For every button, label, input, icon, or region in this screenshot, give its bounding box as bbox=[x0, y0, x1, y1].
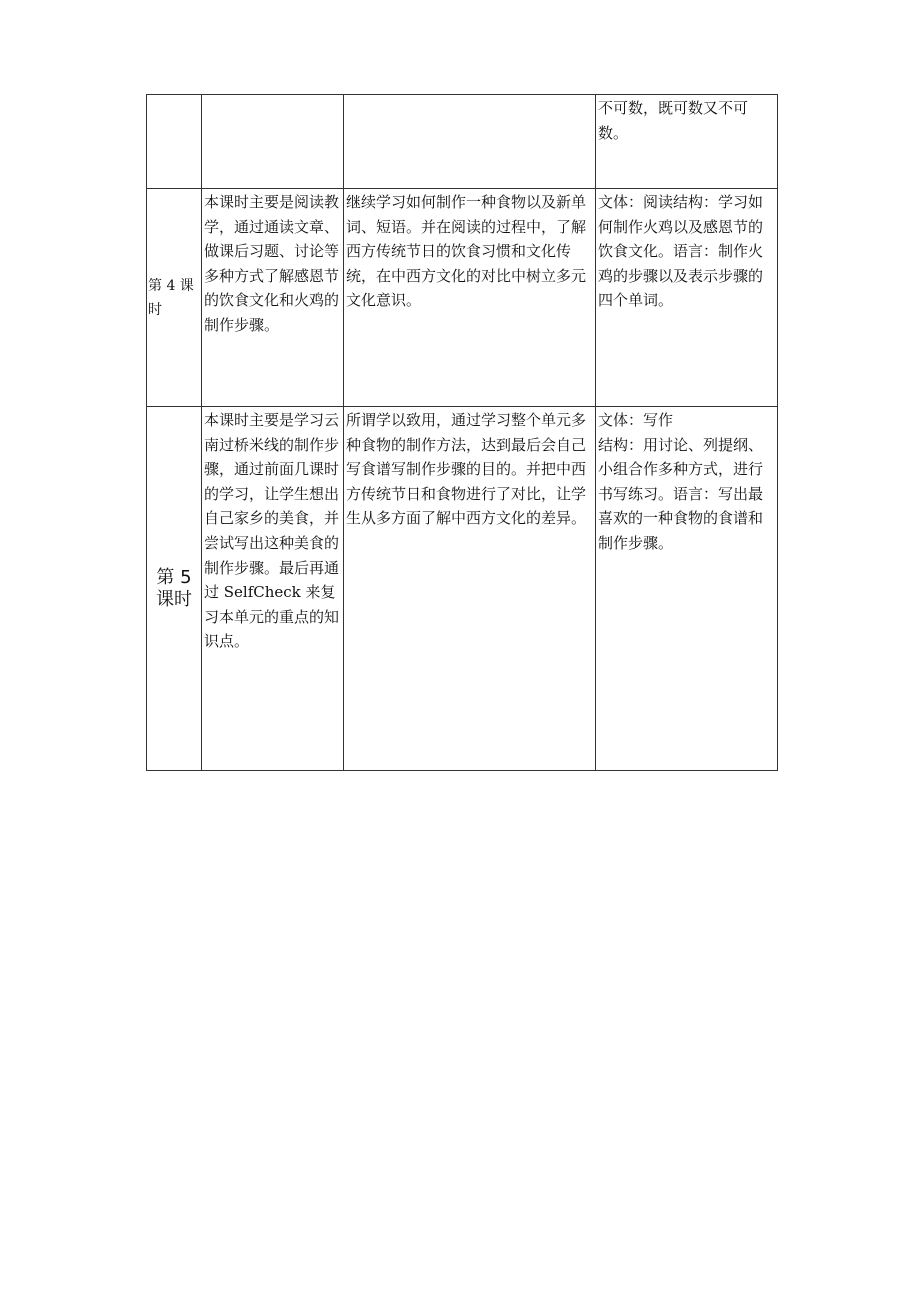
goal-cell: 继续学习如何制作一种食物以及新单词、短语。并在阅读的过程中，了解西方传统节日的饮食习惯和文化传统，在中西方文化的对比中树立多元文化意识。 bbox=[344, 189, 596, 407]
goal-cell: 所谓学以致用，通过学习整个单元多种食物的制作方法，达到最后会自己写食谱写制作步骤的目的。并把中西方传统节日和食物进行了对比，让学生从多方面了解中西方文化的差异。 bbox=[344, 407, 596, 771]
focus-cell bbox=[596, 407, 778, 771]
lesson-label: 第 5 课时 bbox=[156, 567, 192, 610]
table-row bbox=[147, 95, 778, 189]
lesson-cell bbox=[147, 189, 202, 407]
lesson-label: 第 4 课时 bbox=[148, 278, 194, 318]
table-row bbox=[147, 407, 778, 771]
focus-line: 结构：用讨论、列提纲、小组合作多种方式，进行书写练习。语言：写出最喜欢的一种食物的食谱和制作步骤。 bbox=[598, 435, 764, 552]
lesson-cell bbox=[147, 95, 202, 189]
content-cell: 本课时主要是学习云南过桥米线的制作步骤，通过前面几课时的学习，让学生想出自己家乡的美食，并尝试写出这种美食的制作步骤。最后再通过 SelfCheck 来复习本单元的重点的知识点。 bbox=[202, 407, 344, 771]
content-cell: 本课时主要是阅读教学，通过通读文章、做课后习题、讨论等多种方式了解感恩节的饮食文化和火鸡的制作步骤。 bbox=[202, 189, 344, 407]
focus-line: 文体：写作 bbox=[598, 411, 674, 429]
lesson-plan-table bbox=[146, 94, 778, 771]
goal-cell bbox=[344, 95, 596, 189]
focus-cell: 不可数，既可数又不可数。 bbox=[596, 95, 778, 189]
focus-cell: 文体：阅读结构：学习如何制作火鸡以及感恩节的饮食文化。语言：制作火鸡的步骤以及表示步骤的四个单词。 bbox=[596, 189, 778, 407]
table-row bbox=[147, 189, 778, 407]
content-cell bbox=[202, 95, 344, 189]
lesson-cell bbox=[147, 407, 202, 771]
